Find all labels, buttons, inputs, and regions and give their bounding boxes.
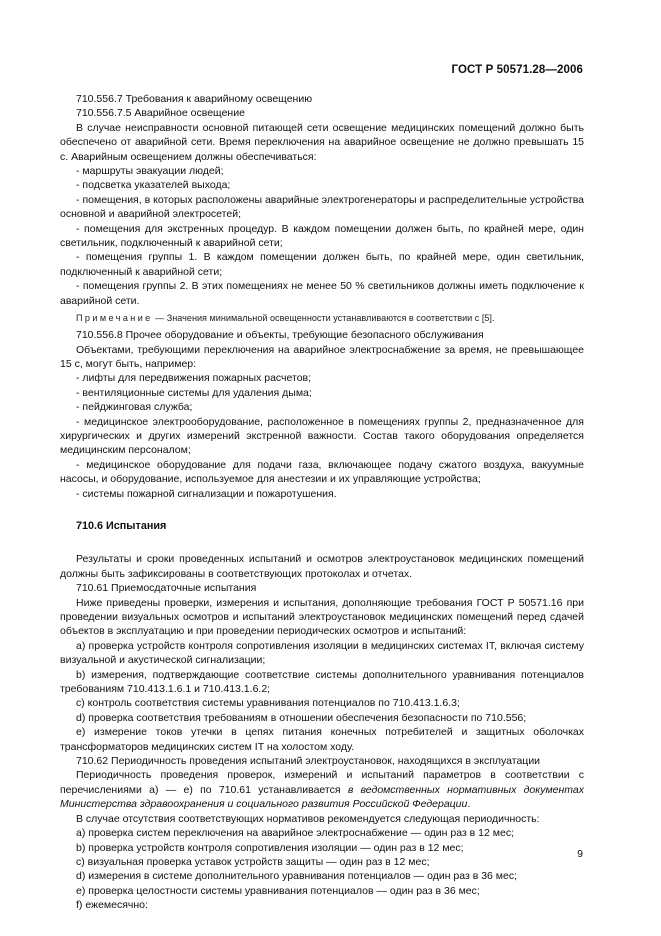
- list-item: - медицинское оборудование для подачи газа, включающее подачу сжатого воздуха, вакуумные насосы, и оборудование, используемое для анестезии и их управляющие устройства;: [60, 458, 584, 486]
- list-item: - помещения группы 1. В каждом помещении должен быть, по крайней мере, один светильник, подключенный к аварийной сети;: [60, 251, 584, 278]
- list-item: - медицинское электрооборудование, расположенное в помещениях группы 2, предназначенное для хирургических и других измерений экстренной важности. Состав такого оборудования определяется медицинским персоналом;: [60, 415, 584, 457]
- list-item: - помещения группы 2. В этих помещениях не менее 50 % светильников должны иметь подключение к аварийной сети.: [60, 280, 584, 307]
- list-item: - помещения, в которых расположены аварийные электрогенераторы и распределительные устройства основной и аварийной электросетей;: [60, 193, 584, 221]
- note-text: — Значения минимальной освещенности устанавливаются в соответствии с [5].: [152, 313, 495, 324]
- section-title: 710.6 Испытания: [76, 519, 167, 532]
- paragraph: Объектами, требующими переключения на аварийное электроснабжение за время, не превышающее 15 с, могут быть, например:: [60, 343, 584, 370]
- list-item: d) измерения в системе дополнительного уравнивания потенциалов — один раз в 36 мес;: [76, 870, 518, 883]
- list-item: - маршруты эвакуации людей;: [76, 165, 224, 178]
- paragraph-end: .: [467, 798, 471, 811]
- list-item: b) проверка устройств контроля сопротивления изоляции — один раз в 12 мес;: [76, 841, 464, 854]
- subsection-heading: 710.556.7.5 Аварийное освещение: [76, 107, 245, 120]
- list-item: - подсветка указателей выхода;: [76, 179, 231, 192]
- page-number: 9: [577, 848, 583, 860]
- list-item: b) измерения, подтверждающие соответствие системы дополнительного уравнивания потенциалов требованиям 710.413.1.6.1 и 710.413.1.6.2;: [60, 668, 584, 696]
- paragraph: Результаты и сроки проведенных испытаний и осмотров электроустановок медицинских помещений должны быть зафиксированы в соответствующих протоколах и отчетах.: [60, 553, 584, 580]
- standard-designation: ГОСТ Р 50571.28—2006: [451, 64, 583, 76]
- list-item: e) измерение токов утечки в цепях питания конечных потребителей и защитных оболочках трансформаторов медицинских систем IT на холостом ходу.: [60, 726, 584, 753]
- list-item: - лифты для передвижения пожарных расчетов;: [76, 372, 312, 385]
- subsection-heading: 710.62 Периодичность проведения испытаний электроустановок, находящихся в эксплуатации: [76, 755, 541, 768]
- paragraph: В случае неисправности основной питающей сети освещение медицинских помещений должно быть обеспечено от аварийной сети. Время переключения на аварийное освещение не должно превышать 15 с. Аварийным освещением должны обеспечиваться:: [60, 121, 584, 163]
- list-item: f) ежемесячно:: [76, 899, 148, 912]
- list-item: c) контроль соответствия системы уравнивания потенциалов по 710.413.1.6.3;: [76, 697, 460, 710]
- list-item: - системы пожарной сигнализации и пожаротушения.: [76, 487, 337, 500]
- section-heading: 710.556.8 Прочее оборудование и объекты, требующие безопасного обслуживания: [76, 329, 484, 342]
- list-item: d) проверка соответствия требованиям в отношении обеспечения безопасности по 710.556;: [76, 711, 527, 724]
- list-item: - пейджинговая служба;: [76, 401, 193, 414]
- paragraph: Ниже приведены проверки, измерения и испытания, дополняющие требования ГОСТ Р 50571.16 при проведении визуальных осмотров и испытаний электроустановок медицинских помещений перед сдачей объектов в эксплуатацию и при проведении периодических осмотров и испытаний:: [60, 596, 584, 638]
- paragraph: [60, 768, 584, 811]
- list-item: - помещения для экстренных процедур. В каждом помещении должен быть, по крайней мере, один светильник, подключенный к аварийной сети;: [60, 222, 584, 250]
- list-item: a) проверка систем переключения на аварийное электроснабжение — один раз в 12 мес;: [76, 827, 515, 840]
- paragraph: В случае отсутствия соответствующих нормативов рекомендуется следующая периодичность:: [76, 812, 540, 825]
- note: [60, 311, 584, 325]
- section-heading: 710.556.7 Требования к аварийному освещению: [76, 93, 313, 105]
- note-label: Примечание: [76, 313, 153, 324]
- list-item: - вентиляционные системы для удаления дыма;: [76, 386, 312, 399]
- subsection-heading: 710.61 Приемосдаточные испытания: [76, 582, 257, 595]
- paragraph-text: Периодичность проведения проверок, измерений и испытаний параметров в соответствии с перечислениями а) — е) по 710.61 устанавливается: [60, 769, 584, 796]
- list-item: a) проверка устройств контроля сопротивления изоляции в медицинских системах IT, включая систему визуальной и акустической сигнализации;: [60, 639, 584, 667]
- list-item: c) визуальная проверка уставок устройств защиты — один раз в 12 мес;: [76, 855, 430, 868]
- document-body: [60, 92, 584, 913]
- list-item: e) проверка целостности системы уравнивания потенциалов — один раз в 36 мес;: [76, 884, 480, 897]
- italic-reference: в ведомственных нормативных документах Министерства здравоохранения и социального развития Российской Федерации: [60, 783, 584, 811]
